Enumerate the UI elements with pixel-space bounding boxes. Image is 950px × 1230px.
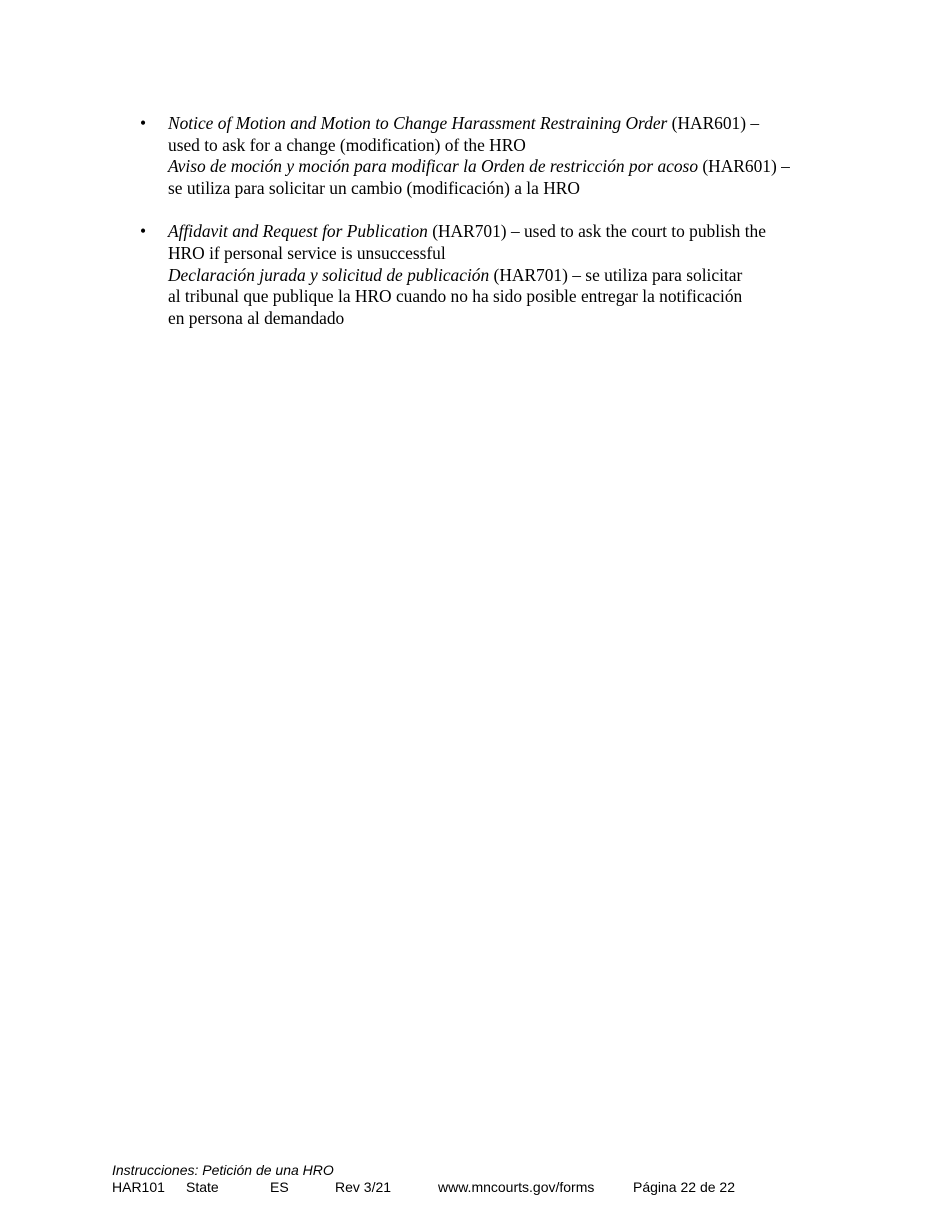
bullet-icon: • — [140, 221, 147, 242]
list-item-har601 — [140, 113, 860, 199]
form-title-spanish: Declaración jurada y solicitud de publicación — [168, 264, 490, 285]
jurisdiction: State — [186, 1179, 219, 1195]
form-description: (HAR701) – se utiliza para solicitar — [489, 264, 743, 285]
list-item-har701 — [140, 221, 860, 329]
footer-info-row — [112, 1179, 812, 1196]
spanish-line — [168, 156, 860, 178]
page-footer — [112, 1162, 812, 1196]
spanish-description: al tribunal que publique la HRO cuando no ha sido posible entregar la notificación — [168, 286, 743, 307]
form-code: (HAR601) – — [667, 113, 760, 133]
english-description: used to ask for a change (modification) of the HRO — [168, 134, 526, 155]
form-number: HAR101 — [112, 1179, 165, 1195]
footer-title: Instrucciones: Petición de una HRO — [112, 1162, 334, 1178]
spanish-description: en persona al demandado — [168, 307, 345, 328]
form-title-english: Notice of Motion and Motion to Change Harassment Restraining Order — [168, 113, 668, 133]
form-code: (HAR601) – — [698, 156, 790, 177]
english-description: HRO if personal service is unsuccessful — [168, 242, 446, 263]
form-title-english: Affidavit and Request for Publication — [168, 221, 428, 242]
page-number: Página 22 de 22 — [633, 1179, 735, 1195]
form-title-spanish: Aviso de moción y moción para modificar la Orden de restricción por acoso — [168, 156, 699, 177]
spanish-line — [168, 265, 860, 287]
english-line — [168, 113, 860, 135]
form-list — [140, 113, 860, 351]
spanish-description: se utiliza para solicitar un cambio (modificación) a la HRO — [168, 177, 580, 198]
bullet-icon: • — [140, 113, 147, 133]
form-description: (HAR701) – used to ask the court to publish the — [427, 221, 766, 242]
language-code: ES — [270, 1179, 289, 1195]
english-line — [168, 221, 860, 243]
website-link[interactable]: www.mncourts.gov/forms — [438, 1179, 595, 1195]
revision-date: Rev 3/21 — [335, 1179, 392, 1195]
